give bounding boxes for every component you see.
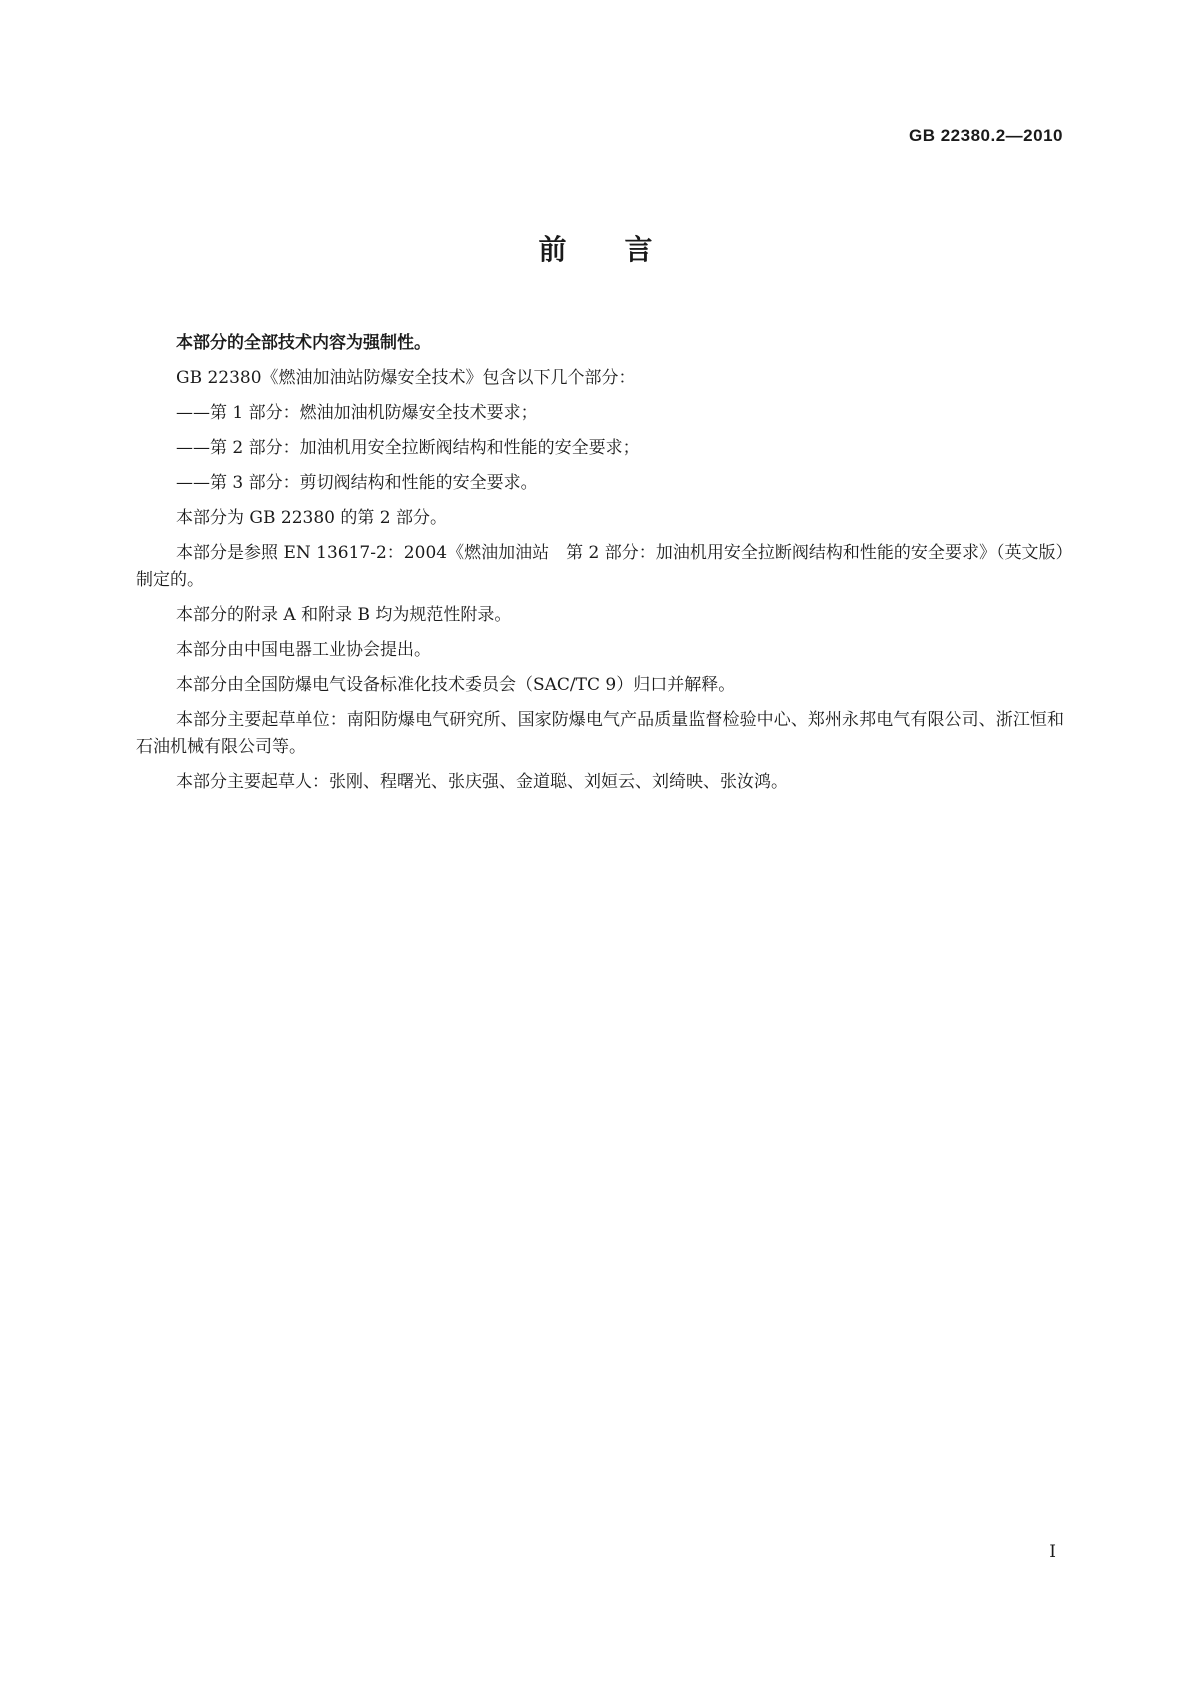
paragraph-reference: 本部分是参照 EN 13617-2：2004《燃油加油站 第 2 部分：加油机用安全拉断阀结构和性能的安全要求》（英文版）制定的。 (136, 543, 1064, 590)
paragraph-part-1: ——第 1 部分：燃油加油机防爆安全技术要求； (176, 403, 538, 423)
preface-body (136, 330, 1064, 804)
page-number: I (1049, 1542, 1056, 1562)
paragraph-annexes: 本部分的附录 A 和附录 B 均为规范性附录。 (176, 605, 512, 625)
paragraph-parts-intro: GB 22380《燃油加油站防爆安全技术》包含以下几个部分： (176, 368, 636, 388)
paragraph-mandatory: 本部分的全部技术内容为强制性。 (176, 333, 431, 353)
standard-code: GB 22380.2—2010 (909, 126, 1063, 145)
paragraph-drafting-units: 本部分主要起草单位：南阳防爆电气研究所、国家防爆电气产品质量监督检验中心、郑州永邦电气有限公司、浙江恒和石油机械有限公司等。 (136, 710, 1064, 757)
page-title: 前言 (538, 233, 711, 266)
paragraph-part-2: ——第 2 部分：加油机用安全拉断阀结构和性能的安全要求； (176, 438, 640, 458)
paragraph-this-part: 本部分为 GB 22380 的第 2 部分。 (176, 508, 447, 528)
paragraph-committee: 本部分由全国防爆电气设备标准化技术委员会（SAC/TC 9）归口并解释。 (176, 675, 736, 695)
paragraph-drafters: 本部分主要起草人：张刚、程曙光、张庆强、金道聪、刘姮云、刘绮映、张汝鸿。 (176, 772, 788, 792)
paragraph-proposer: 本部分由中国电器工业协会提出。 (176, 640, 431, 660)
paragraph-part-3: ——第 3 部分：剪切阀结构和性能的安全要求。 (176, 473, 538, 493)
